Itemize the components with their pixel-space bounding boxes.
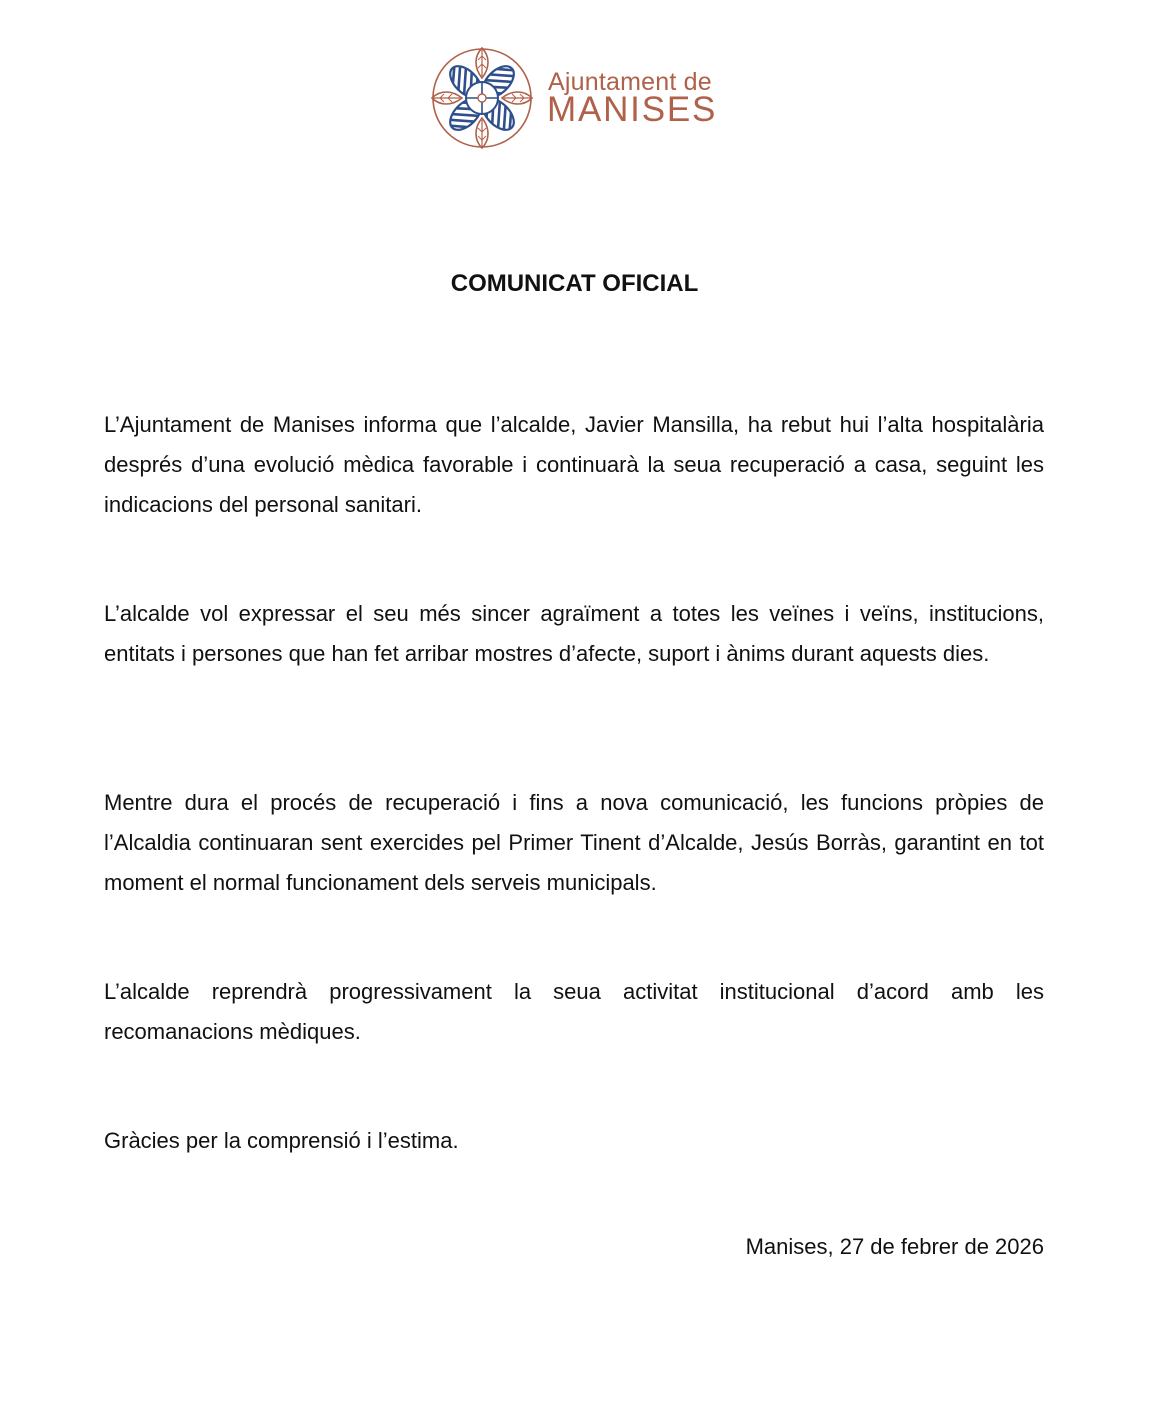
municipal-logo (430, 46, 730, 150)
place-and-date: Manises, 27 de febrer de 2026 (745, 1234, 1044, 1259)
paragraph-resumption: L’alcalde reprendrà progressivament la seua activitat institucional d’acord amb les recomanacions mèdiques. (104, 979, 1044, 1044)
document-title: COMUNICAT OFICIAL (450, 270, 699, 297)
paragraph-thanks: Gràcies per la comprensió i l’estima. (104, 1128, 459, 1153)
logo-text-ajuntament: Ajuntament de (548, 68, 712, 96)
paragraph-delegation: Mentre dura el procés de recuperació i fins a nova comunicació, les funcions pròpies de l’Alcaldia continuaran sent exercides pel Primer Tinent d’Alcalde, Jesús Borràs, garantint en tot moment el normal funcionament dels serveis municipals. (104, 790, 1044, 895)
manises-emblem-icon (430, 46, 534, 150)
paragraph-gratitude: L’alcalde vol expressar el seu més sincer agraïment a totes les veïnes i veïns, institucions, entitats i persones que han fet arribar mostres d’afecte, suport i ànims durant aquests dies. (104, 601, 1044, 666)
paragraph-discharge: L’Ajuntament de Manises informa que l’alcalde, Javier Mansilla, ha rebut hui l’alta hospitalària després d’una evolució mèdica favorable i continuarà la seua recuperació a casa, seguint les indicacions del personal sanitari. (104, 412, 1044, 517)
logo-text-manises: MANISES (547, 90, 718, 129)
